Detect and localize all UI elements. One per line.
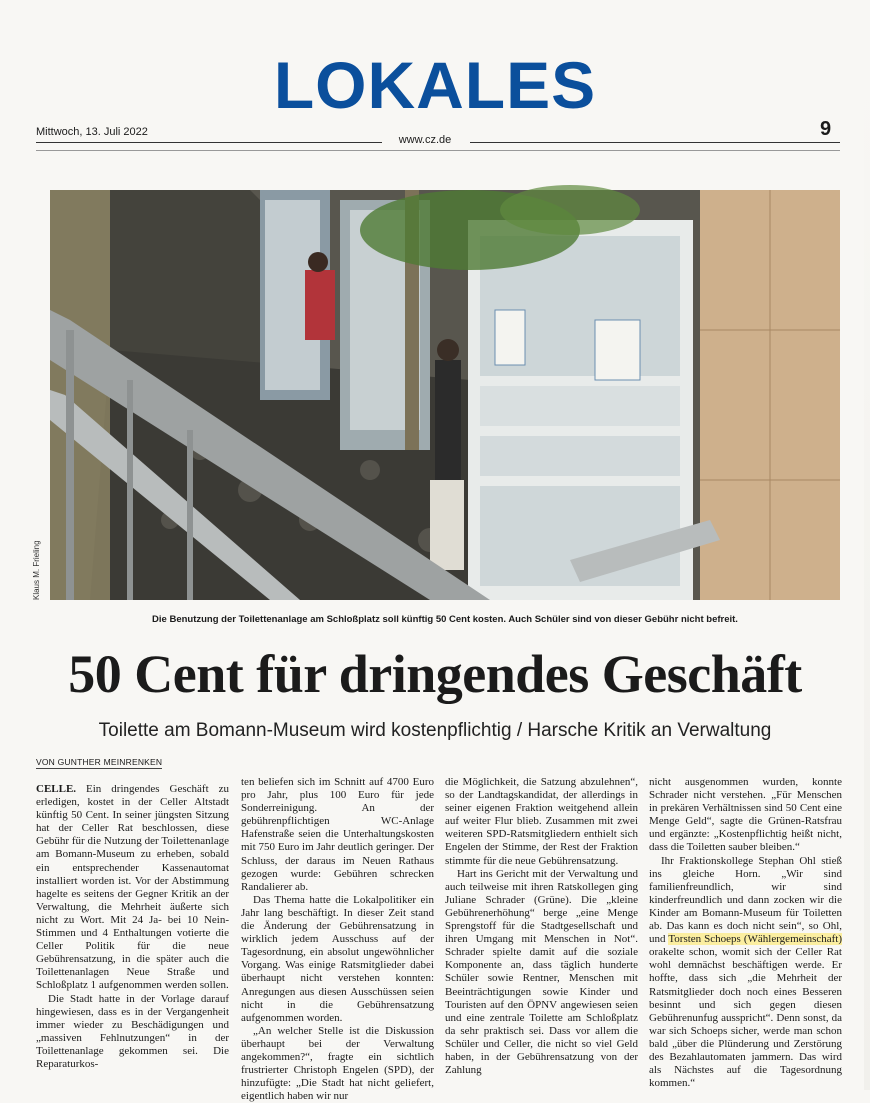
issue-date: Mittwoch, 13. Juli 2022 [36, 126, 148, 138]
article-paragraph: Das Thema hatte die Lokalpolitiker ein Jahr lang beschäftigt. In dieser Zeit stand die Änderung der Gebührensatzung in wirklich jedem Ausschuss auf der Tagesordnung, ein absolut ungewöhnlicher Vorgang. Was einige Ratsmitglieder dabei überhaupt nicht verstehen konnten: Anregungen aus diesen Ausschüssen seien nicht in die Gebührensatzung aufgenommen worden. [241, 893, 434, 1024]
article-paragraph: Hart ins Gericht mit der Verwaltung und auch teilweise mit ihren Ratskollegen ging Juliane Schrader (Grüne). Die „kleine Gebührenerhöhung“ berge „eine Menge Sprengstoff für die Stadtgesellschaft und ihren Umgang mit Menschen in Not“. Schrader spielte damit auf die soziale Komponente an, dass täglich hunderte Schüler sowie Rentner, Menschen mit Beeinträchtigungen sowie Kinder und Touristen auf den ÖPNV angewiesen seien und eine zentrale Toilette am Schloßplatz da sehr praktisch sei. Dass vor allem die Schüler und Celler, die nicht so viel Geld haben, in der Gebührensatzung von der Zahlung [445, 867, 638, 1077]
header-rule-under-url [36, 150, 840, 151]
photo-caption: Die Benutzung der Toilettenanlage am Schloßplatz soll künftig 50 Cent kosten. Auch Schüler sind von dieser Gebühr nicht befreit. [152, 614, 738, 625]
photo-credit: Klaus M. Frieling [32, 540, 41, 600]
article-column-1 [36, 783, 229, 1096]
article-paragraph: die Möglichkeit, die Satzung abzulehnen“, so der Landtagskandidat, der allerdings in seiner eigenen Fraktion weitgehend allein auf weiter Flur blieb. Zusammen mit zwei weiteren SPD-Ratsmitgliedern enthielt sich Engelen der Stimme, der Rest der Fraktion stimmte für die neue Gebührensatzung. [445, 776, 638, 867]
toilet-entrance-illustration [50, 190, 840, 600]
article-paragraph [36, 783, 229, 993]
article-subheadline: Toilette am Bomann-Museum wird kostenpflichtig / Harsche Kritik an Verwaltung [98, 720, 772, 741]
article-photo [50, 190, 840, 600]
article-paragraph: ten beliefen sich im Schnitt auf 4700 Euro pro Jahr, plus 100 Euro für jede Sonderreinigung. An der gebührenpflichtigen WC-Anlage Hafenstraße seien die Unterhaltungskosten mit 750 Euro im Jahr deutlich geringer. Der Schluss, der daraus im Neuen Rathaus gezogen wurde: Gebühren schrecken Randalierer ab. [241, 776, 434, 893]
dateline: CELLE. [36, 783, 77, 795]
article-paragraph: nicht ausgenommen wurden, konnte Schrader nicht verstehen. „Für Menschen in prekären Verhältnissen sind 50 Cent eine Menge Geld“, sagte die Grünen-Ratsfrau und ergänzte: „Kostenpflichtig heißt nicht, dass die Toiletten sauber bleiben.“ [649, 776, 842, 854]
header-rule-left [36, 142, 382, 143]
page-number: 9 [820, 118, 832, 140]
paragraph-text: Ein dringendes Geschäft zu erledigen, kostet in der Celler Altstadt künftig 50 Cent. In seiner jüngsten Sitzung hat der Celler Rat beschlossen, diese Gebühr für die Nutzung der Toilettenanlage am Bomann-Museum zu erheben, sobald ein entsprechender Kassenautomat installiert worden ist. Vor der Abstimmung hagelte es seitens der Gegner Kritik an der Verwaltung, die Mehrheit äußerte sich nicht zu Wort. Mit 24 Ja- bei 10 Nein-Stimmen und 4 Enthaltungen votierte die Celler Politik für die neue Gebührensatzung, in die später auch die Toilettenanlagen Neue Straße und Schloßplatz 1 aufgenommen werden sollen. [36, 783, 229, 992]
article-column-4 [649, 776, 842, 1096]
highlighted-name: Torsten Schoeps (Wählergemeinschaft) [668, 933, 842, 946]
article-headline: 50 Cent für dringendes Geschäft [68, 644, 802, 704]
adjacent-page-edge [864, 60, 870, 1090]
paragraph-text: orakelte schon, womit sich der Celler Rat wohl demnächst beschäftigen werde. Er hoffte, dass sich „die Mehrheit der Ratsmitglieder doch noch eines Besseren besinnt und sich gegen diesen Gebührenunfug ausspricht“. Denn sonst, da war sich Schoeps sicher, werde man schon bald „über die Plünderung und Zerstörung des Bezahlautomaten jammern. Das wird als Nächstes auf die Tagesordnung kommen.“ [649, 946, 842, 1090]
article-byline: VON GUNTHER MEINRENKEN [36, 757, 163, 767]
article-paragraph: Die Stadt hatte in der Vorlage darauf hingewiesen, dass es in der Vergangenheit immer wieder zu Beschädigungen und „massiven Fehlnutzungen“ in der Toilettenanlage gekommen sei. Die Reparaturkos- [36, 992, 229, 1070]
article-paragraph [649, 855, 842, 1091]
article-column-3 [445, 776, 638, 1096]
header-rule-right [470, 142, 840, 143]
paragraph-text: Ihr Fraktionskollege Stephan Ohl stieß ins gleiche Horn. „Wir sind familienfreundlich, wir sind kinderfreundlich und dann zocken wir die Kinder am Bomann-Museum für Toiletten ab. Das kann es doch nicht sein“, so Ohl, und [649, 854, 842, 946]
section-title: LOKALES [273, 48, 597, 122]
website-link[interactable]: www.cz.de [398, 134, 452, 146]
article-paragraph: „An welcher Stelle ist die Diskussion überhaupt bei der Verwaltung angekommen?“, fragte ein sichtlich frustrierter Christoph Engelen (SPD), der hinzufügte: „Die Stadt hat nicht geliefert, eigentlich haben wir nur [241, 1024, 434, 1103]
article-column-2 [241, 776, 434, 1103]
